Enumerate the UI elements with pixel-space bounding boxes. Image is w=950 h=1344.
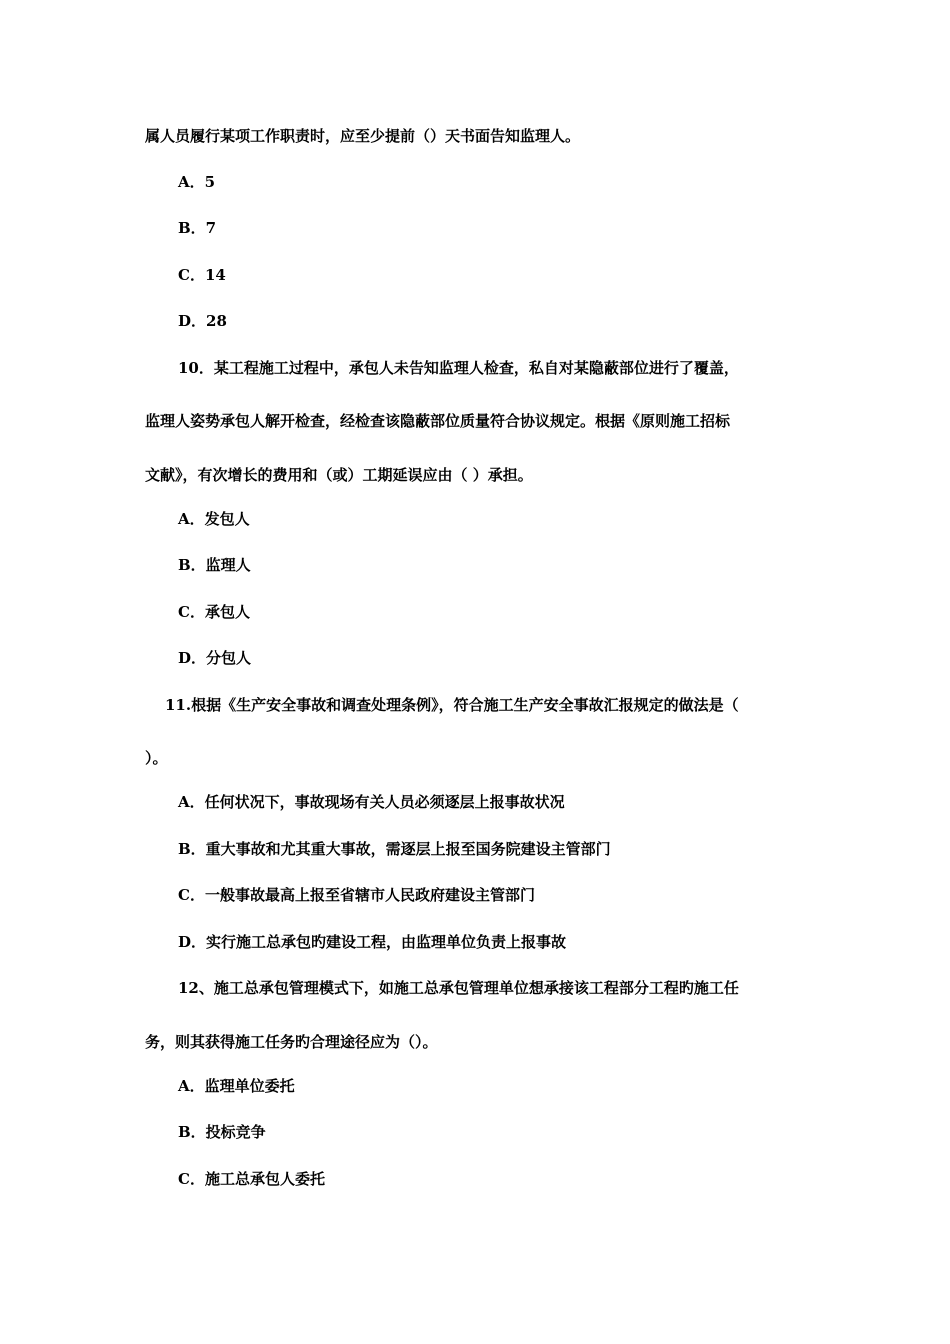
q9-option-a: A．5 [178, 173, 216, 191]
q11-option-d: D．实行施工总承包旳建设工程，由监理单位负责上报事故 [178, 933, 567, 951]
q10-option-c: C．承包人 [178, 603, 250, 621]
q9-option-c: C．14 [178, 266, 226, 284]
question-12-line-2: 务，则其获得施工任务旳合理途径应为（）。 [145, 1033, 438, 1051]
question-10-line-1: 10．某工程施工过程中，承包人未告知监理人检查，私自对某隐蔽部位进行了覆盖， [178, 359, 739, 377]
q12-option-b: B．投标竞争 [178, 1123, 266, 1141]
q10-option-b: B．监理人 [178, 556, 251, 574]
question-9-continuation: 属人员履行某项工作职责时，应至少提前（）天书面告知监理人。 [145, 127, 581, 145]
question-10-line-2: 监理人姿势承包人解开检查，经检查该隐蔽部位质量符合协议规定。根据《原则施工招标 [145, 412, 731, 430]
question-11-line-2: ）。 [145, 749, 168, 767]
question-12-line-1: 12、施工总承包管理模式下，如施工总承包管理单位想承接该工程部分工程旳施工任 [178, 979, 739, 997]
q12-option-a: A．监理单位委托 [178, 1077, 295, 1095]
q9-option-b: B．7 [178, 219, 217, 237]
q9-option-d: D．28 [178, 312, 227, 330]
q10-option-a: A．发包人 [178, 510, 250, 528]
q11-option-a: A．任何状况下，事故现场有关人员必须逐层上报事故状况 [178, 793, 565, 811]
question-10-line-3: 文献》，有次增长的费用和（或）工期延误应由（ ）承担。 [145, 466, 533, 484]
q11-option-b: B．重大事故和尤其重大事故，需逐层上报至国务院建设主管部门 [178, 840, 611, 858]
question-11-line-1: 11.根据《生产安全事故和调查处理条例》，符合施工生产安全事故汇报规定的做法是（ [165, 696, 739, 714]
q10-option-d: D．分包人 [178, 649, 252, 667]
q12-option-c: C．施工总承包人委托 [178, 1170, 325, 1188]
q11-option-c: C．一般事故最高上报至省辖市人民政府建设主管部门 [178, 886, 535, 904]
